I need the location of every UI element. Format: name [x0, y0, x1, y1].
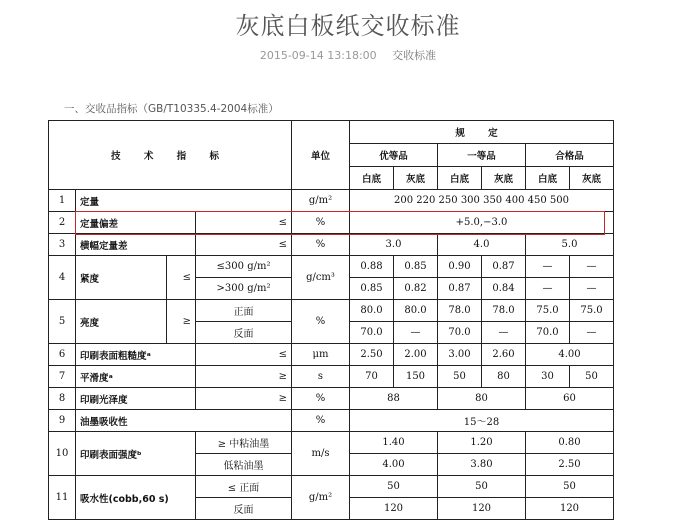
cell: 4.00	[526, 344, 614, 366]
row-symbol: ≤	[227, 483, 237, 494]
row-symbol: ≥	[217, 439, 227, 450]
row-no: 7	[49, 366, 76, 388]
article-category-link[interactable]: 交收标准	[392, 49, 437, 62]
row-value: 15～28	[350, 410, 614, 432]
row-no: 3	[49, 234, 76, 256]
row-unit: μm	[292, 344, 350, 366]
cell: 120	[526, 498, 614, 520]
cell: —	[570, 256, 614, 278]
cell: —	[570, 322, 614, 344]
header-gray: 灰底	[570, 167, 614, 190]
header-row-1	[49, 121, 614, 144]
row-name: 印刷表面强度ᵇ	[76, 432, 196, 476]
row-condition: 正面	[196, 300, 292, 322]
cell: 80	[482, 366, 526, 388]
row-no: 11	[49, 476, 76, 520]
table-row	[49, 476, 614, 498]
row-value: +5.0,−3.0	[350, 212, 614, 234]
row-no: 10	[49, 432, 76, 476]
row-unit: %	[292, 234, 350, 256]
cell: 50	[350, 476, 438, 498]
article-meta	[0, 47, 696, 63]
table-row	[49, 388, 614, 410]
cell: 1.20	[438, 432, 526, 454]
cell: 0.87	[438, 278, 482, 300]
cell: 120	[350, 498, 438, 520]
cell: 4.00	[350, 454, 438, 476]
row-name: 吸水性(cobb,60 s)	[76, 476, 196, 520]
cell: 50	[438, 366, 482, 388]
row-name: 印刷表面粗糙度ᵃ	[76, 344, 196, 366]
cell: —	[526, 278, 570, 300]
row-unit: %	[292, 212, 350, 234]
row-name: 定量偏差	[76, 212, 196, 234]
cell: 2.00	[394, 344, 438, 366]
row-symbol: ≤	[196, 234, 292, 256]
row-condition	[196, 432, 292, 454]
row-unit: g/m²	[292, 476, 350, 520]
header-gray: 灰底	[394, 167, 438, 190]
cell: 4.0	[438, 234, 526, 256]
row-condition-label: 中粘油墨	[229, 439, 270, 450]
cell: 70.0	[350, 322, 394, 344]
row-name: 定量	[76, 190, 292, 212]
row-symbol: ≤	[196, 344, 292, 366]
row-values: 200 220 250 300 350 400 450 500	[350, 190, 614, 212]
row-unit: %	[292, 410, 350, 432]
cell: 80.0	[350, 300, 394, 322]
cell: 75.0	[526, 300, 570, 322]
row-name: 印刷光泽度	[76, 388, 196, 410]
row-symbol: ≤	[167, 256, 196, 300]
row-no: 6	[49, 344, 76, 366]
table-row	[49, 190, 614, 212]
cell: 78.0	[482, 300, 526, 322]
cell: 150	[394, 366, 438, 388]
row-no: 2	[49, 212, 76, 234]
cell: 1.40	[350, 432, 438, 454]
row-symbol: ≥	[167, 300, 196, 344]
row-unit: g/m²	[292, 190, 350, 212]
cell: 0.85	[394, 256, 438, 278]
cell: 88	[350, 388, 438, 410]
row-no: 8	[49, 388, 76, 410]
cell: 2.60	[482, 344, 526, 366]
row-unit: g/cm³	[292, 256, 350, 300]
table-row	[49, 410, 614, 432]
cell: 0.85	[350, 278, 394, 300]
cell: 50	[438, 476, 526, 498]
cell: 50	[526, 476, 614, 498]
cell: 5.0	[526, 234, 614, 256]
header-white: 白底	[350, 167, 394, 190]
cell: 0.88	[350, 256, 394, 278]
row-condition-label: 正面	[239, 483, 260, 494]
row-unit: %	[292, 300, 350, 344]
table-row	[49, 212, 614, 234]
header-grade-2: 一等品	[438, 144, 526, 167]
cell: 70.0	[526, 322, 570, 344]
cell: 0.84	[482, 278, 526, 300]
table-row	[49, 344, 614, 366]
row-name: 横幅定量差	[76, 234, 196, 256]
cell: 70.0	[438, 322, 482, 344]
article-date: 2015-09-14 13:18:00	[259, 49, 377, 62]
table-row	[49, 432, 614, 454]
row-no: 4	[49, 256, 76, 300]
table-row	[49, 300, 614, 322]
cell: 80.0	[394, 300, 438, 322]
header-unit: 单位	[292, 121, 350, 190]
row-symbol: ≥	[196, 388, 292, 410]
cell: —	[394, 322, 438, 344]
cell: 3.0	[350, 234, 438, 256]
cell: 2.50	[350, 344, 394, 366]
row-condition	[196, 476, 292, 498]
cell: 0.80	[526, 432, 614, 454]
table-caption: 一、交收品指标（GB/T10335.4-2004标准）	[64, 103, 279, 115]
cell: 0.87	[482, 256, 526, 278]
row-unit: s	[292, 366, 350, 388]
header-tech: 技 术 指 标	[49, 121, 292, 190]
header-grade-3: 合格品	[526, 144, 614, 167]
row-name: 紧度	[76, 256, 167, 300]
cell: 3.00	[438, 344, 482, 366]
table-row	[49, 234, 614, 256]
header-spec: 规 定	[350, 121, 614, 144]
cell: —	[482, 322, 526, 344]
cell: —	[570, 278, 614, 300]
row-condition: >300 g/m²	[196, 278, 292, 300]
spec-table	[48, 120, 614, 520]
row-name: 平滑度ᵃ	[76, 366, 196, 388]
row-unit: m/s	[292, 432, 350, 476]
header-white: 白底	[438, 167, 482, 190]
table-row	[49, 366, 614, 388]
article-title: 灰底白板纸交收标准	[235, 12, 461, 40]
cell: 80	[438, 388, 526, 410]
row-name: 亮度	[76, 300, 167, 344]
cell: 60	[526, 388, 614, 410]
cell: 0.82	[394, 278, 438, 300]
cell: 78.0	[438, 300, 482, 322]
header-gray: 灰底	[482, 167, 526, 190]
cell: 30	[526, 366, 570, 388]
row-name: 油墨吸收性	[76, 410, 292, 432]
table-row	[49, 256, 614, 278]
row-no: 1	[49, 190, 76, 212]
cell: 3.80	[438, 454, 526, 476]
row-symbol: ≥	[196, 366, 292, 388]
cell: 120	[438, 498, 526, 520]
row-unit: %	[292, 388, 350, 410]
row-condition: 反面	[196, 498, 292, 520]
header-white: 白底	[526, 167, 570, 190]
cell: —	[526, 256, 570, 278]
row-no: 5	[49, 300, 76, 344]
header-grade-1: 优等品	[350, 144, 438, 167]
cell: 2.50	[526, 454, 614, 476]
cell: 0.90	[438, 256, 482, 278]
cell: 70	[350, 366, 394, 388]
row-symbol: ≤	[196, 212, 292, 234]
cell: 75.0	[570, 300, 614, 322]
row-condition: 反面	[196, 322, 292, 344]
row-no: 9	[49, 410, 76, 432]
row-condition: 低粘油墨	[196, 454, 292, 476]
row-condition: ≤300 g/m²	[196, 256, 292, 278]
cell: 50	[570, 366, 614, 388]
